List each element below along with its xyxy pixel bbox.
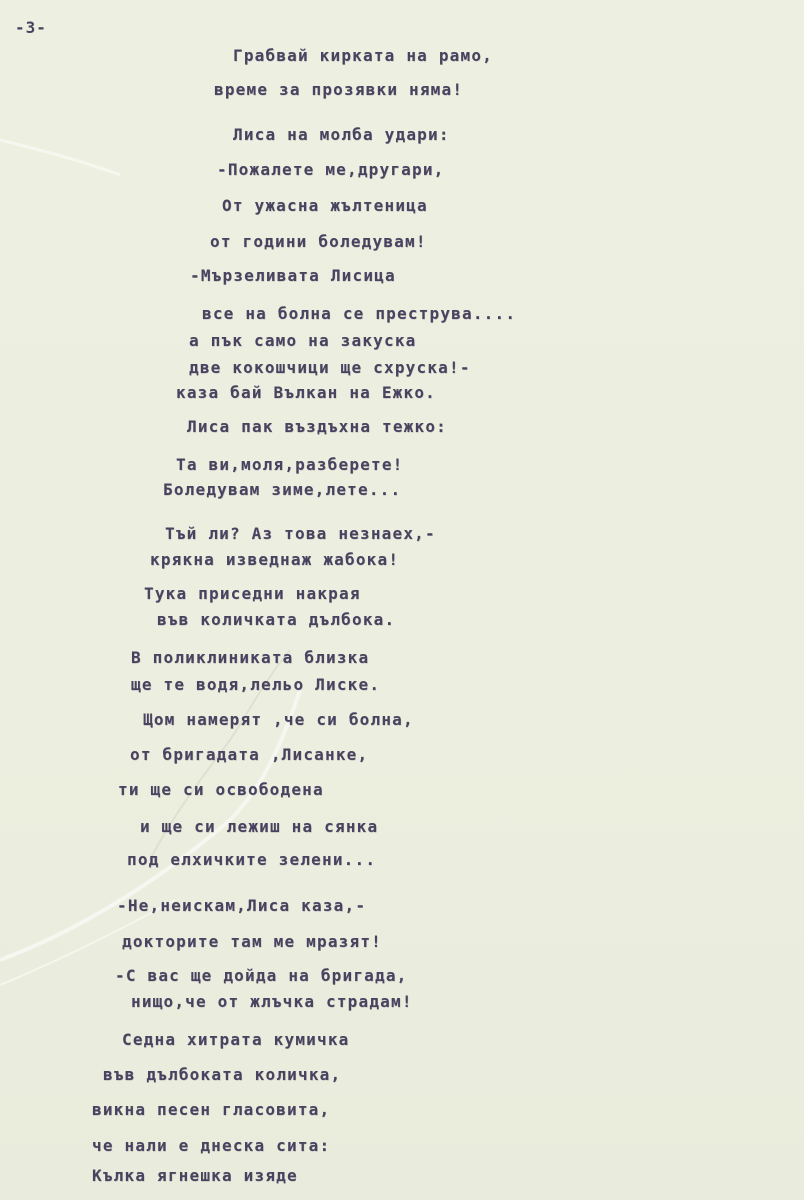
- text-line: Седна хитрата кумичка: [122, 1030, 350, 1049]
- text-line: Грабвай кирката на рамо,: [233, 46, 493, 65]
- text-line: ти ще си освободена: [118, 780, 324, 799]
- text-line: Тъй ли? Аз това незнаех,-: [165, 524, 436, 543]
- text-line: все на болна се преструва....: [202, 304, 517, 323]
- text-line: нищо,че от жлъчка страдам!: [131, 992, 413, 1011]
- text-line: Щом намерят ,че си болна,: [143, 710, 414, 729]
- text-line: каза бай Вълкан на Ежко.: [176, 383, 436, 402]
- text-line: и ще си лежиш на сянка: [140, 817, 379, 836]
- text-line: -Мързеливата Лисица: [190, 266, 396, 285]
- text-line: Лиса на молба удари:: [233, 125, 450, 144]
- text-line: ще те водя,лельо Лиске.: [131, 675, 381, 694]
- text-line: крякна изведнаж жабока!: [150, 550, 400, 569]
- text-line: В поликлиниката близка: [131, 648, 370, 667]
- page-number: -3-: [15, 18, 47, 37]
- text-line: че нали е днеска сита:: [92, 1136, 331, 1155]
- text-line: две кокошчици ще схруска!-: [189, 358, 471, 377]
- text-line: а пък само на закуска: [189, 331, 417, 350]
- text-line: Боледувам зиме,лете...: [163, 480, 402, 499]
- text-line: От ужасна жълтеница: [222, 196, 428, 215]
- text-line: във дълбоката количка,: [103, 1065, 342, 1084]
- text-line: Тука приседни накрая: [144, 584, 361, 603]
- text-line: -С вас ще дойда на бригада,: [115, 966, 408, 985]
- text-line: от бригадата ,Лисанке,: [130, 745, 369, 764]
- text-line: във количката дълбока.: [157, 610, 396, 629]
- text-line: викна песен гласовита,: [92, 1100, 331, 1119]
- text-line: Та ви,моля,разберете!: [176, 455, 404, 474]
- text-line: от години боледувам!: [210, 232, 427, 251]
- text-line: -Не,неискам,Лиса каза,-: [117, 896, 367, 915]
- text-line: -Пожалете ме,другари,: [217, 160, 445, 179]
- text-line: под елхичките зелени...: [127, 850, 377, 869]
- text-line: Лиса пак въздъхна тежко:: [187, 417, 447, 436]
- text-line: време за прозявки няма!: [214, 80, 464, 99]
- text-line: Кълка ягнешка изяде: [92, 1166, 298, 1185]
- text-line: докторите там ме мразят!: [122, 932, 382, 951]
